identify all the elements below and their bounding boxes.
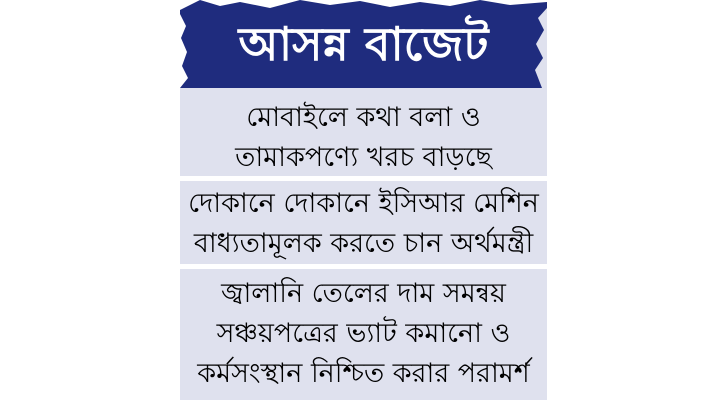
title-banner <box>180 0 547 88</box>
headline-line: মোবাইলে কথা বলা ও <box>246 102 481 133</box>
divider <box>180 176 547 181</box>
headline-block <box>180 98 547 178</box>
headline-block <box>180 184 547 264</box>
headline-line: তামাকপণ্যে খরচ বাড়ছে <box>235 142 492 173</box>
headline-block <box>180 274 547 394</box>
headline-line: বাধ্যতামূলক করতে চান অর্থমন্ত্রী <box>193 228 534 259</box>
headline-line: সঞ্চয়পত্রের ভ্যাট কমানো ও <box>216 318 511 349</box>
headline-line: জ্বালানি তেলের দাম সমন্বয় <box>221 278 506 309</box>
headline-line: দোকানে দোকানে ইসিআর মেশিন <box>188 188 539 219</box>
banner-title: আসন্ন বাজেট <box>238 17 489 71</box>
headline-line: কর্মসংস্থান নিশ্চিত করার পরামর্শ <box>197 358 530 389</box>
divider <box>180 264 547 269</box>
